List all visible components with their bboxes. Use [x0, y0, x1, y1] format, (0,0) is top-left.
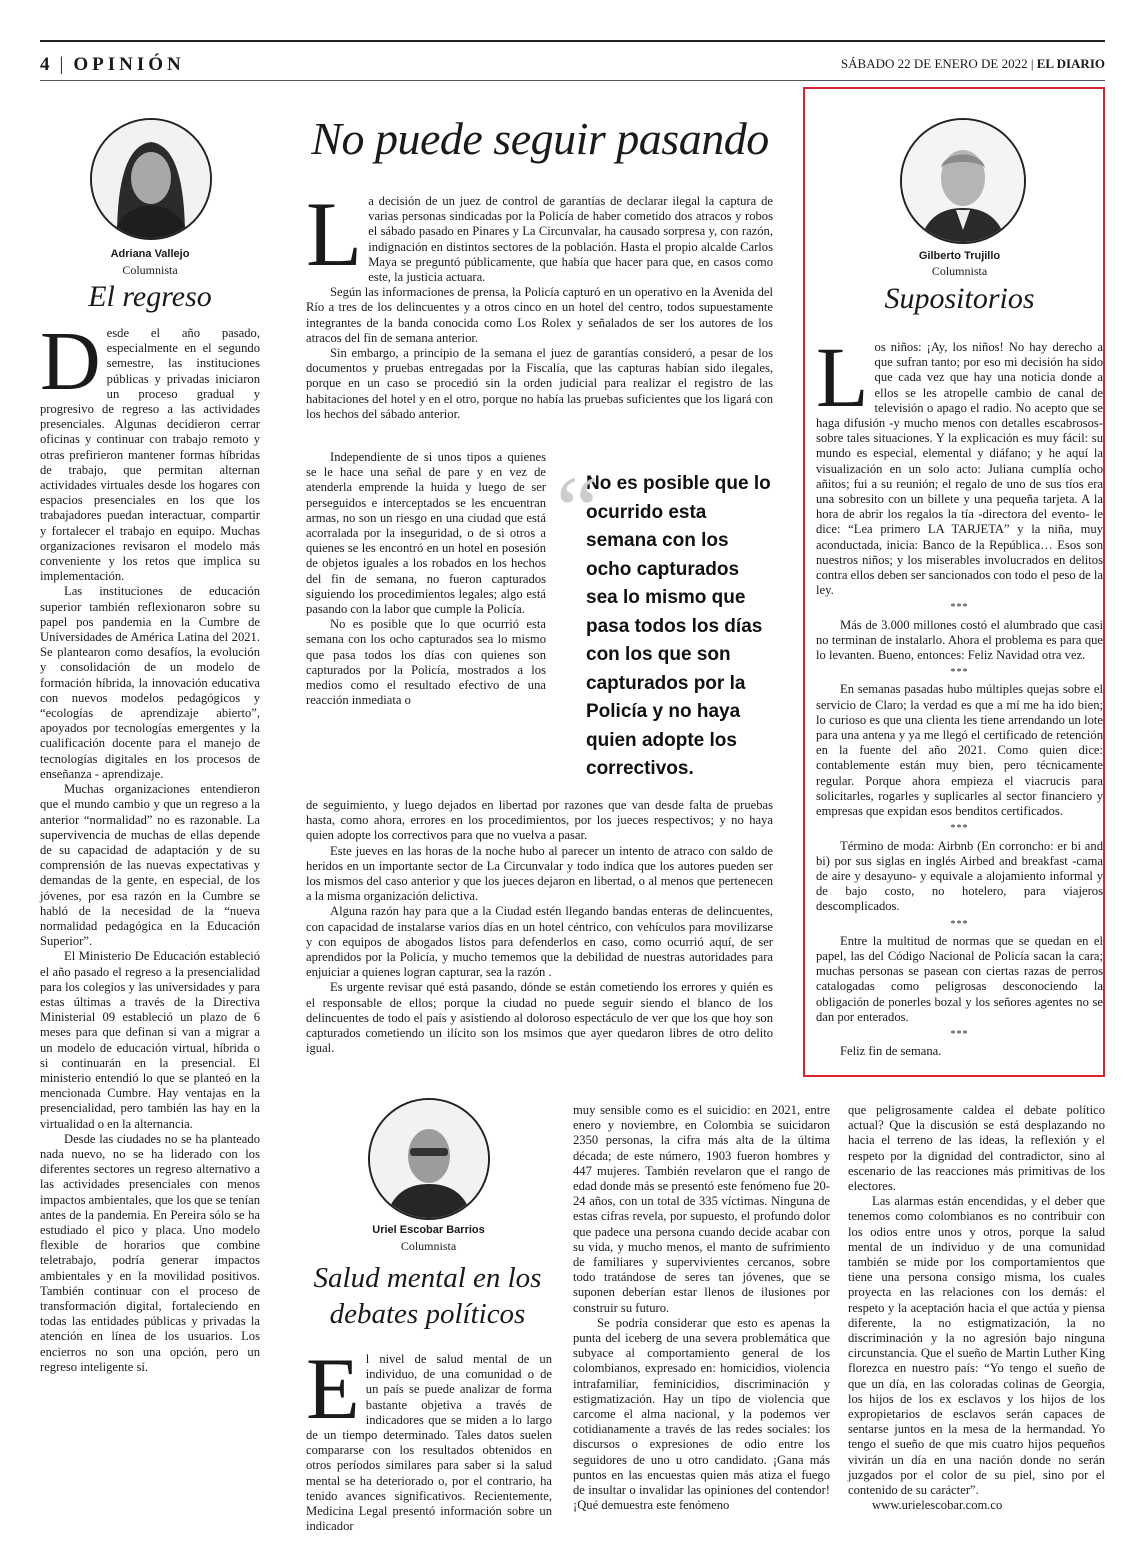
paragraph: que peligrosamente caldea el debate político actual? Que la discusión se está desplazando no hacia el terreno de las ideas, la reflexión y el respeto por la dignidad del contradictor, sino al escenario de las reacciones más primitivas de los electores. [848, 1103, 1105, 1194]
separator: *** [950, 918, 969, 930]
paragraph: El nivel de salud mental de un individuo, de una comunidad o de un país se puede analizar de forma bastante objetiva a través de indicadores que se miden a lo largo de un tiempo determinado. Tales datos suelen compararse con los resultados obtenidos en otros períodos similares para saber si la salud mental se ha deteriorado o, por el contrario, ha tenido avances significativos. Recientemente, Medicina Legal presentó información sobre un indicador [306, 1341, 552, 1534]
paragraph: Feliz fin de semana. [840, 1044, 942, 1059]
paragraph: Término de moda: Airbnb (En corroncho: er bi and bi) por sus siglas en inglés Airbed and breakfast -cama de aire y desayuno- y equivale a alojamiento informal y de bajo costo, no hotelero, para viajeros descomplicados. [816, 838, 1103, 914]
right-column-body [816, 329, 1103, 1059]
paragraph: Este jueves en las horas de la noche hubo al parecer un intento de atraco con saldo de heridos en un importante sector de La Circunvalar y todo indica que los autores pueden ser los mismos del caso anterior y que los jueces dejaron en libertad, o al menos que pertenecen a la misma organización delictiva. [306, 843, 773, 904]
page-header-left [40, 54, 185, 76]
paragraph: Sin embargo, a principio de la semana el juez de garantías consideró, a pesar de los documentos y pruebas entregadas por la Fiscalía, que las capturas habían sido ilegales, porque en un caso se procedió sin la orden judicial para realizar el registro de las habitaciones del hotel y en el otro, porque no había las pruebas suficientes que los ligará con los hechos del sábado anterior. [306, 346, 773, 421]
avatar-uriel-escobar [368, 1098, 490, 1220]
page-header-right: SÁBADO 22 DE ENERO DE 2022 | EL DIARIO [840, 56, 1105, 71]
left-column-body [40, 315, 260, 1375]
header-separator: | [59, 54, 68, 75]
page-number: 4 [40, 54, 54, 75]
paragraph: Desde el año pasado, especialmente en el segundo semestre, las instituciones públicas y privadas iniciaron un proceso gradual y progresivo de regreso a las actividades presenciales. Algunas decidieron cerrar oficinas y continuar con trabajo remoto y otras prefirieron mantener formas híbridas de trabajo, que permitan alternan actividades virtuales desde los hogares con espacios presenciales en los que los trabajadores puedan interactuar, compartir y fortalecer el trabajo en equipo. Muchas organizaciones revisaron el modelo más conveniente y los retos que implica su implementación. [40, 315, 260, 584]
title-line: Salud mental en los [313, 1262, 542, 1294]
author-name: Uriel Escobar Barrios [372, 1224, 485, 1236]
paragraph: de seguimiento, y luego dejados en libertad por razones que van desde falta de pruebas hasta, como ahora, errores en los procedimientos, por los jueces respectivos; y no haya quien adopte los correctivos para que no vuelva a pasar. [306, 798, 773, 843]
pull-quote: No es posible que lo ocurrido esta semana con los ocho capturados sea lo mismo que pasa todos los días con los que son capturados por la Policía y no haya quien adopte los correctivos. [586, 473, 771, 779]
paragraph: Entre la multitud de normas que se quedan en el papel, las del Código Nacional de Policía sacan la cara; muchas personas se pasean con ciertas razas de perros catalogadas como peligrosas desconociendo la obligación de ponerles bozal y los señores agentes no se dan por enterados. [816, 933, 1103, 1024]
issue-date: SÁBADO 22 DE ENERO DE 2022 [840, 56, 1028, 71]
paragraph: Desde las ciudades no se ha planteado nada nuevo, no se ha liderado con los diferentes sectores un regreso alternativo a las actividades presenciales con menos impactos ambientales, que los que se tenían antes de la pandemia. En Pereira sólo se ha estudiado el pico y placa. Uno modelo flexible de horarios que combine teletrabajo, podría generar impactos ambientales y en la movilidad positivos. También continuar con el proceso de transformación digital, fortaleciendo en todas las entidades públicas y privadas la atención en línea de los usuarios. Los encierros no son una opción, pero un regreso inteligente sí. [40, 1131, 260, 1374]
main-headline: No puede seguir pasando [311, 113, 769, 164]
paragraph: Se podría considerar que esto es apenas la punta del iceberg de una severa problemática que subyace al comportamiento general de los colombianos, expresado en: homicidios, violencia intrafamiliar, feminicidios, discriminación y estigmatización. Hay un tipo de violencia que carcome el alma nacional, y la podemos ver cotidianamente a través de las redes sociales: los discursos o expresiones de odio entre los seguidores de uno u otro candidato. ¡Gana más puntos en las encuestas quien más atiza el fuego de insultar o invalidar las opiniones del contendor! ¡Qué demuestra este fenómeno [573, 1315, 830, 1513]
quote-mark-icon: “ [556, 456, 599, 563]
separator: *** [950, 1028, 969, 1040]
portrait-icon [370, 1100, 488, 1218]
paragraph: Independiente de si unos tipos a quienes se le hace una señal de pare y en vez de atenderla emprende la huida y luego de ser perseguidos e interceptados se les encuentran armas, no son un riesgo en una ciudad que está acorralada por la inseguridad, o de si otros a quienes se les encontró en un hotel en posesión de objetos iguales a los robados en los hechos del fin de semana, no fueron capturados siguiendo los procedimientos legales; algo está pasando con la labor que cumple la Policía. [306, 450, 546, 617]
bottom-article-col1 [306, 1341, 552, 1534]
author-name: Adriana Vallejo [110, 248, 190, 260]
drop-cap: E [306, 1341, 360, 1438]
author-role: Columnista [122, 263, 178, 277]
paragraph: No es posible que lo que ocurrió esta semana con los ocho capturados sea lo mismo que pasa todos los días con quienes son capturados por la Policía, mostrados a los medios como el resultado efectivo de una reacción inmediata o [306, 617, 546, 708]
drop-cap: L [306, 183, 363, 285]
portrait-icon [92, 120, 210, 238]
paragraph: Los niños: ¡Ay, los niños! No hay derecho a que sufran tanto; por eso mi decisión ha sido que cada vez que hay una noticia donde a ellos se les atropelle cambio de canal de televisión o apago el radio. No acepto que se haga difusión -y mucho menos con detalles escabrosos- sobre tales situaciones. Y la explicación es muy fácil: su mundo es especial, elemental y diáfano; y he aquí la visualización en un solo acto: Juliana cumplía ocho añitos; fui a su reunión; el regalo de uno de sus tíos era una sobresito con un billete y una pequeña tarjeta. A la hora de abrir los regalos la tía -directora del evento- le dice: “Lea primero LA TARJETA” y la niña, muy aconductada, inicia: Banco de la República… Esos son nuestros niños; y los miserables involucrados en delitos contra ellos deben ser sancionados con todo el peso de la ley. [816, 329, 1103, 598]
top-rule [40, 40, 1105, 42]
paragraph: Las instituciones de educación superior también reflexionaron sobre su papel pos pandemia en la Cumbre de Universidades de América Latina del 2021. Se plantearon como desafíos, la evolución y consolidación de un modelo de formación híbrida, la innovación educativa con nuevos modelos pedagógicos y “ecologías de aprendizaje abierto”, apoyados por tecnologías emergentes y la cualificación docente para el manejo de tecnologías digitales en los procesos de enseñanza - aprendizaje. [40, 584, 260, 781]
drop-cap: L [816, 329, 869, 425]
main-article-narrow [306, 450, 546, 708]
paragraph: Más de 3.000 millones costó el alumbrado que casi no terminan de instalarlo. Ahora el problema es para que lo levanten. Bueno, entonces: Feliz Navidad otra vez. [816, 617, 1103, 663]
section-name: OPINIÓN [73, 54, 185, 75]
column-title: El regreso [88, 280, 212, 313]
bottom-article-col2 [573, 1103, 830, 1513]
drop-cap: D [40, 315, 101, 408]
paragraph: Alguna razón hay para que a la Ciudad estén llegando bandas enteras de delincuentes, con capacidad de instalarse varios días en un hotel céntrico, con vehículos para movilizarse y con equipos de abogados listos para defenderlos en caso, como ocurrió aquí, de ser aprendidos por la Policía, y mucho tememos que la debilidad de nuestras autoridades para enjuiciar a quienes logran capturar, sea la razón . [306, 904, 773, 980]
paragraph: Es urgente revisar qué está pasando, dónde se están cometiendo los errores y quién es el responsable de ellos; porque la ciudad no puede seguir siendo el blanco de los delincuentes de todo el país y asistiendo al doloroso espectáculo de ver que los que hoy son capturados cometiendo un ilícito son los msimos que ayer quedaron libres de otro delito igual. [306, 980, 773, 1056]
paragraph: muy sensible como es el suicidio: en 2021, entre enero y noviembre, en Colombia se suicidaron 2350 personas, la cifra más alta de la última década; de este número, 1903 fueron hombres y 447 mujeres. También revelaron que el rango de edad donde más se presentó este fenómeno fue 20-24 años, con un total de 335 víctimas. Ninguna de estas cifras revela, por supuesto, el profundo dolor que padece una persona cuando decide acabar con su vida, y mucho menos, el manto de sufrimiento de familiares y supervivientes cercanos, sobre todo tratándose de seres tan jóvenes, que se suponen deberían estar llenos de ilusiones por construir su futuro. [573, 1103, 830, 1315]
paragraph: Muchas organizaciones entendieron que el mundo cambio y que un regreso a la anterior “normalidad” no es razonable. La supervivencia de muchas de ellas depende de su capacidad de adaptación y de su comprensión de las nuevas expectativas y demandas de la gente, en especial, de los jóvenes, por esa razón en la Cumbre se habló de la necesidad de la “nueva normalidad pedagógica en la Educación Superior”. [40, 782, 260, 949]
avatar-adriana-vallejo [90, 118, 212, 240]
author-role: Columnista [400, 1239, 457, 1253]
paragraph: Según las informaciones de prensa, la Policía capturó en un operativo en la Avenida del Río a tres de los delincuentes y a otros cinco en un hotel del centro, todos supuestamente integrantes de la banda conocida como Los Rolex y señalados de ser los autores de los atracos del fin de semana anterior. [306, 285, 773, 345]
avatar-gilberto-trujillo [900, 118, 1026, 244]
paragraph: La decisión de un juez de control de garantías de declarar ilegal la captura de varias personas sindicadas por la Policía de haber cometido dos atracos y robos el sábado pasado en Pinares y La Circunvalar, ha causado sorpresa y, con razón, indignación en distintos sectores de la población. Hasta el propio alcalde Carlos Maya se preguntó públicamente, que había que hacer para que, en casos como este, la justicia actuara. [306, 183, 773, 285]
separator: *** [950, 667, 969, 679]
author-role: Columnista [931, 264, 988, 278]
paragraph: En semanas pasadas hubo múltiples quejas sobre el servicio de Claro; la verdad es que a mí me ha ido bien; lo curioso es que una clienta les tiene arrendando un lote para una antena y ya me llegó el certificado de retención en la fuente del año 2021. Como quien dice: contablemente están muy bien, pero técnicamente regular. Porque ahora empieza el viacrucis para solicitarles, rogarles y suplicarles al sector financiero y empresas que expidan esos benditos certificados. [816, 682, 1103, 819]
pull-quote-box [556, 456, 776, 784]
newspaper-name: EL DIARIO [1036, 56, 1105, 71]
column-title: Supositorios [884, 282, 1035, 315]
paragraph: Las alarmas están encendidas, y el deber que tenemos como colombianos es no contribuir con los odios entre unos y otros, porque la salud mental de un individuo y de una comunidad también se mide por los comportamientos que tiene una persona consigo misma, los cuales proyecta en las relaciones con los demás: el respeto y la aceptación hacia el que actúa y piensa diferente, la no estigmatización, la no discriminación y la no agresión bajo ninguna circunstancia. Que el sueño de Martin Luther King florezca en nuestro país: “Yo tengo el sueño de que un día, en las coloradas colinas de Georgia, los hijos de los ex esclavos y los hijos de los expropietarios de esclavos serán capaces de sentarse juntos en la mesa de la hermandad. Yo tengo el sueño de que mis cuatro hijos pequeños vivirán un día en una nación donde no serán juzgados por el color de su piel, sino por el contenido de su carácter”. [848, 1194, 1105, 1498]
column-title [300, 1260, 555, 1332]
header-rule [40, 80, 1105, 81]
portrait-icon [902, 120, 1024, 242]
main-article-bottom [306, 798, 773, 1056]
bottom-article-col3 [848, 1103, 1105, 1513]
website-link[interactable]: www.urielescobar.com.co [872, 1498, 1003, 1513]
author-name: Gilberto Trujillo [918, 250, 1001, 262]
title-line: debates políticos [329, 1298, 526, 1330]
separator: *** [950, 823, 969, 835]
paragraph: El Ministerio De Educación estableció el año pasado el regreso a la presencialidad para los colegios y las universidades y para estas últimas a través de la Directiva Ministerial 09 estableció un plazo de 6 meses para que definan si van a migrar a un modelo de educación virtual, híbrida o si continuarán en la presencial. El ministerio entendió lo que se planteó en la mencionada Cumbre. Hay ventajas en la presencialidad, pero también las hay en la virtualidad o en la alternancia. [40, 949, 260, 1131]
separator: *** [950, 602, 969, 614]
main-article-top [306, 183, 773, 422]
